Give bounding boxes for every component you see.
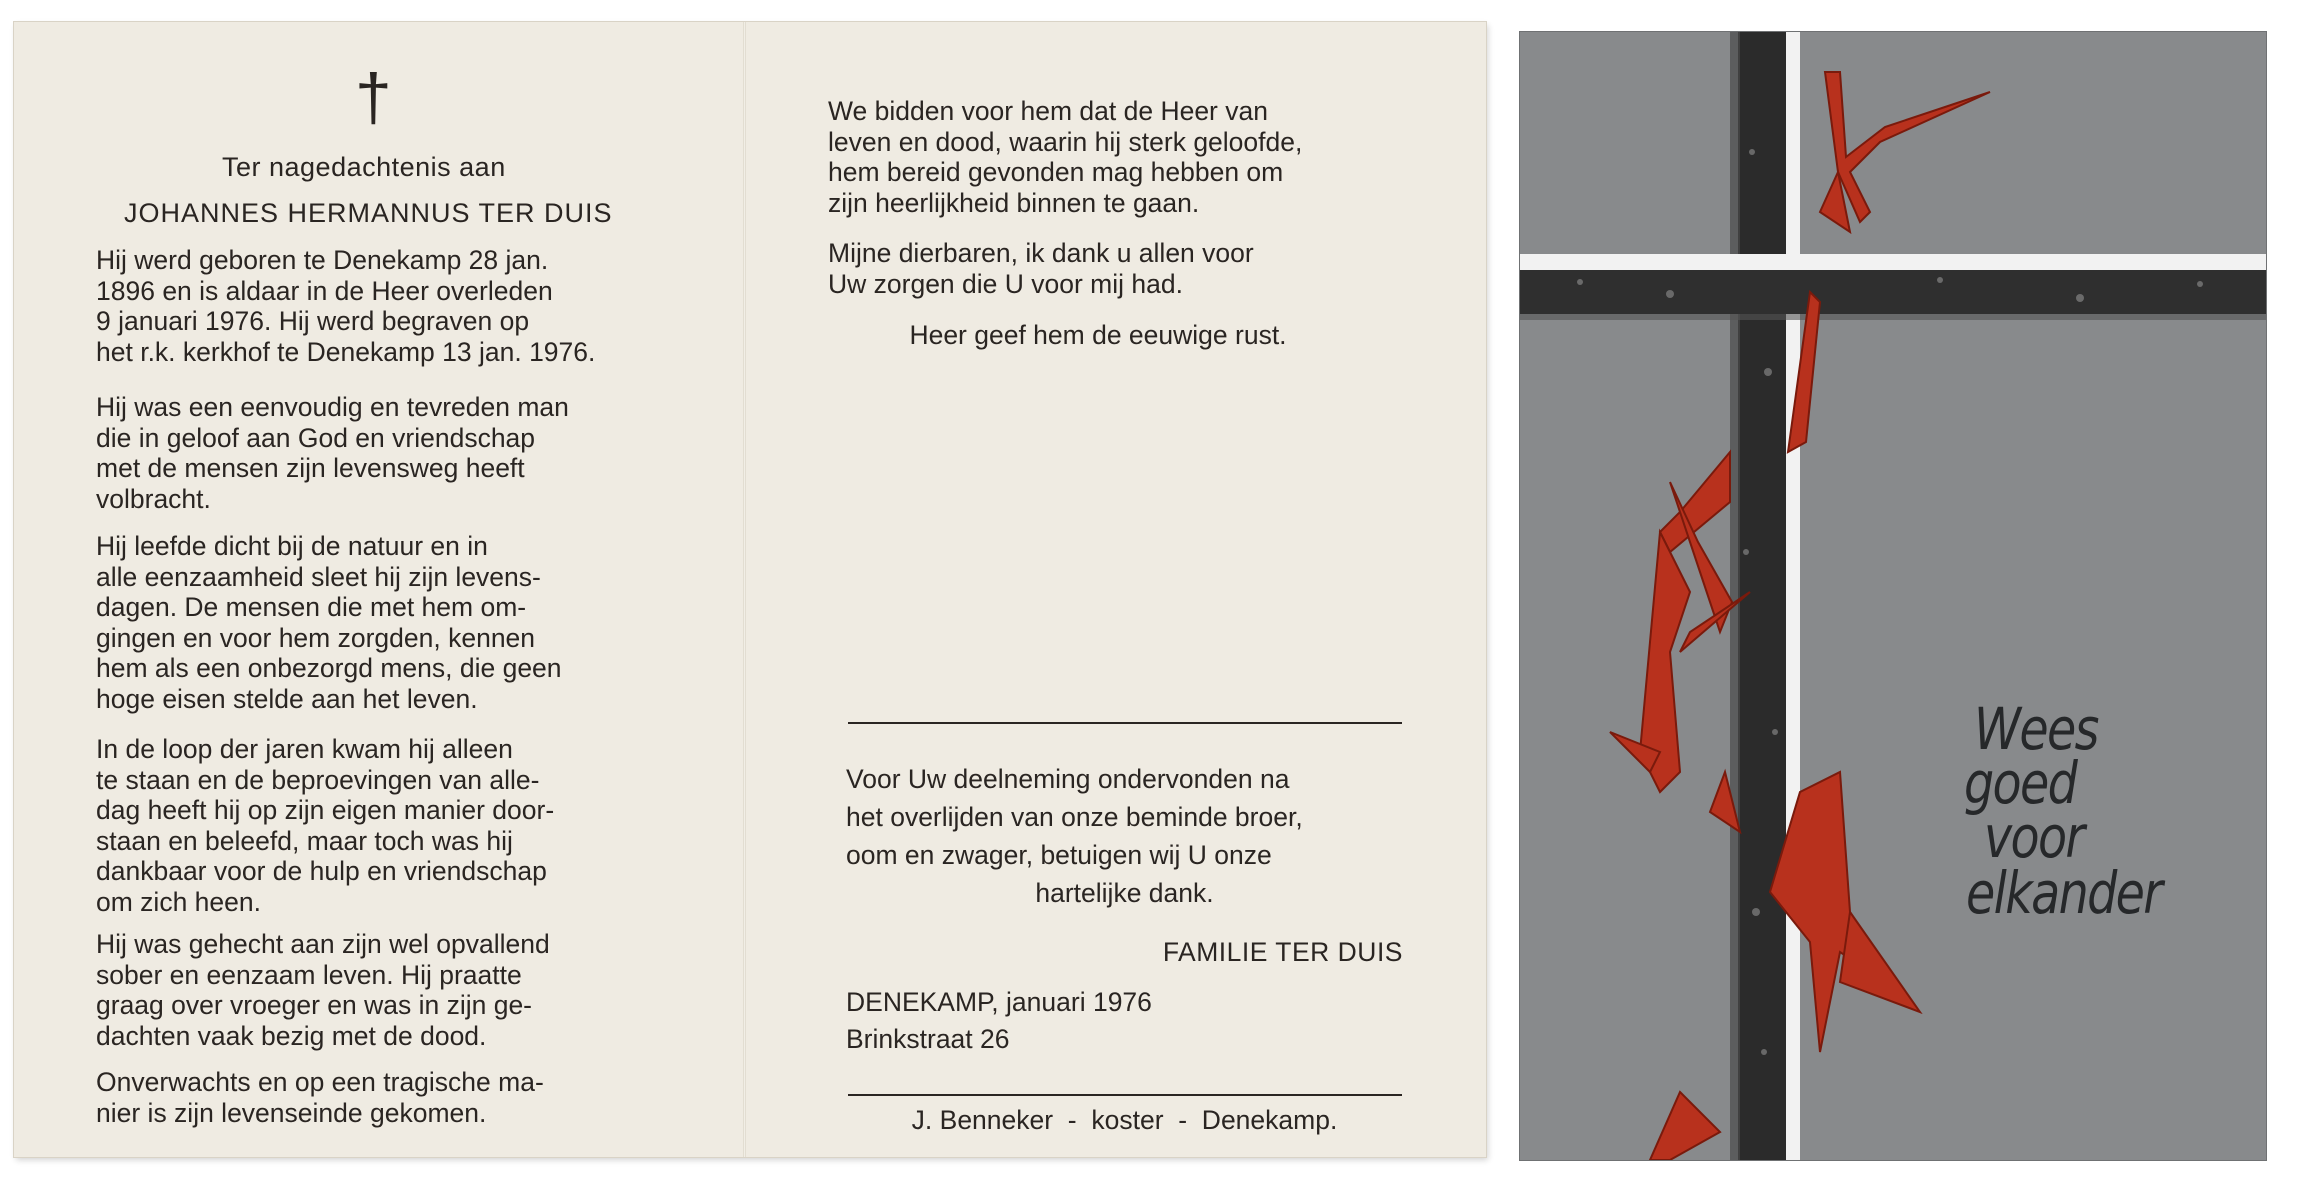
card-fold bbox=[743, 22, 746, 1157]
paragraph-birth-death: Hij werd geboren te Denekamp 28 jan. 1896 en is aldaar in de Heer overleden 9 januari 1976. Hij werd begraven op het r.k. kerkhof te Denekamp 13 jan. 1976. bbox=[96, 245, 596, 367]
motto-line-1: Wees bbox=[1974, 695, 2098, 763]
cross-vertical-shadow bbox=[1730, 32, 1740, 1160]
paragraph-years: In de loop der jaren kwam hij alleen te staan en de beproevingen van alle- dag heeft hij op zijn eigen manier door- staan en beleefd, maar toch was hij dankbaar voor de hulp en vriendschap om zich heen. bbox=[96, 734, 555, 917]
divider-bottom bbox=[848, 1094, 1402, 1096]
cross-horizontal-shadow bbox=[1520, 314, 2266, 320]
cross-horizontal-light bbox=[1520, 254, 2266, 270]
cross-illustration bbox=[1520, 32, 2266, 1160]
thanks-text: Voor Uw deelneming ondervonden na het overlijden van onze beminde broer, oom en zwager, betuigen wij U onze bbox=[846, 764, 1303, 870]
paragraph-sober-life: Hij was gehecht aan zijn wel opvallend sober en eenzaam leven. Hij praatte graag over vroeger en was in zijn ge- dachten vaak bezig met de dood. bbox=[96, 929, 550, 1051]
prayer-line: Heer geef hem de eeuwige rust. bbox=[909, 320, 1287, 350]
paragraph-thanks-loved-ones: Mijne dierbaren, ik dank u allen voor Uw zorgen die U voor mij had. bbox=[828, 238, 1254, 299]
intro-text: Ter nagedachtenis aan bbox=[222, 152, 506, 182]
thanks-last-line: hartelijke dank. bbox=[1035, 878, 1214, 908]
printer-line: J. Benneker - koster - Denekamp. bbox=[911, 1105, 1338, 1135]
family-signature: FAMILIE TER DUIS bbox=[1162, 937, 1403, 967]
address: Brinkstraat 26 bbox=[846, 1024, 1010, 1054]
place-date: DENEKAMP, januari 1976 bbox=[846, 987, 1152, 1017]
motto-line-2: goed bbox=[1964, 749, 2077, 817]
divider-top bbox=[848, 722, 1402, 724]
cross-icon: † bbox=[355, 60, 392, 134]
motto-line-4: elkander bbox=[1966, 859, 2162, 927]
paragraph-nature: Hij leefde dicht bij de natuur en in alle eenzaamheid sleet hij zijn levens- dagen. De mensen die met hem om- gingen en voor hem zorgden, kennen hem als een onbezorgd mens, die geen hoge eisen stelde aan het leven. bbox=[96, 531, 562, 714]
paragraph-prayer-intro: We bidden voor hem dat de Heer van leven en dood, waarin hij sterk geloofde, hem bereid gevonden mag hebben om zijn heerlijkheid binnen te gaan. bbox=[828, 96, 1303, 218]
motto-line-3: voor bbox=[1984, 803, 2084, 871]
cross-artwork bbox=[1520, 32, 2266, 1160]
deceased-name: JOHANNES HERMANNUS TER DUIS bbox=[124, 198, 613, 228]
cross-vertical-light bbox=[1786, 32, 1800, 1160]
paragraph-end: Onverwachts en op een tragische ma- nier is zijn levenseinde gekomen. bbox=[96, 1067, 544, 1128]
paragraph-life: Hij was een eenvoudig en tevreden man die in geloof aan God en vriendschap met de mensen zijn levensweg heeft volbracht. bbox=[96, 392, 569, 514]
